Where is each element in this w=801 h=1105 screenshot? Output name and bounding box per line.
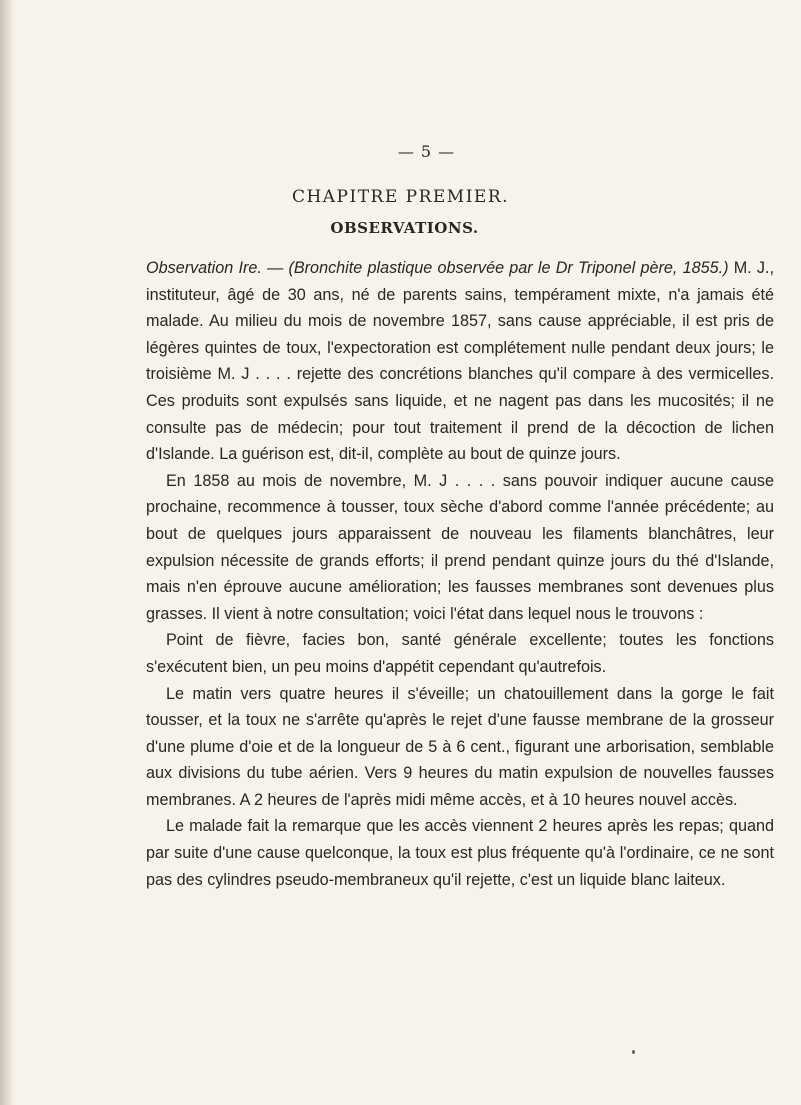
- section-title: OBSERVATIONS.: [330, 219, 479, 237]
- paragraph-recurrence: En 1858 au mois de novembre, M. J . . . . sans pouvoir indiquer aucune cause prochaine, recommence à tousser, toux sèche d'abord comme l'année précédente; au bout de quelques jours apparaissent de nouveau les filaments blanchâtres, leur expulsion nécessite de grands efforts; il prend pendant quinze jours du thé d'Islande, mais n'en éprouve aucune amélioration; les fausses membranes sont devenues plus grasses. Il vient à notre consultation; voici l'état dans lequel nous le trouvons :: [146, 471, 774, 623]
- observation-label: Observation Ire.: [146, 259, 262, 277]
- paragraph-meal-remark: Le malade fait la remarque que les accès viennent 2 heures après les repas; quand par suite d'une cause quelconque, la toux est plus fréquente qu'à l'ordinaire, ce ne sont pas des cylindres pseudo-membraneux qu'il rejette, c'est un liquide blanc laiteux.: [146, 817, 774, 889]
- binding-gutter: [0, 0, 14, 1105]
- chapter-title: CHAPITRE PREMIER.: [291, 187, 510, 207]
- paragraph-morning-attacks: Le matin vers quatre heures il s'éveille; un chatouillement dans la gorge le fait tousser, et la toux ne s'arrête qu'après le rejet d'une fausse membrane de la grosseur d'une plume d'oie et de la longueur de 5 à 6 cent., figurant une arborisation, semblable aux divisions du tube aérien. Vers 9 heures du matin expulsion de nouvelles fausses membranes. A 2 heures de l'après midi même accès, et à 10 heures nouvel accès.: [146, 684, 774, 809]
- page-number: — 5 —: [397, 142, 456, 161]
- paragraph-observation-1: [146, 255, 774, 468]
- observation-title: (Bronchite plastique observée par le Dr Triponel père, 1855.): [288, 259, 729, 277]
- title-separator: —: [261, 259, 289, 277]
- paragraph-general-state: Point de fièvre, facies bon, santé générale excellente; toutes les fonctions s'exécutent bien, un peu moins d'appétit cependant qu'autrefois.: [146, 631, 774, 676]
- observation-text: M. J., instituteur, âgé de 30 ans, né de parents sains, tempérament mixte, n'a jamais été malade. Au milieu du mois de novembre 1857, sans cause appréciable, il est pris de légères quintes de toux, l'expectoration est complétement nulle pendant deux jours; le troisième M. J . . . . rejette des concrétions blanches qu'il compare à des vermicelles. Ces produits sont expulsés sans liquide, et ne nagent pas dans les mucosités; il ne consulte pas de médecin; pour tout traitement il prend de la décoction de lichen d'Islande. La guérison est, dit-il, complète au bout de quinze jours.: [146, 259, 774, 464]
- body-text: [146, 255, 774, 893]
- ink-dot: [632, 1050, 635, 1054]
